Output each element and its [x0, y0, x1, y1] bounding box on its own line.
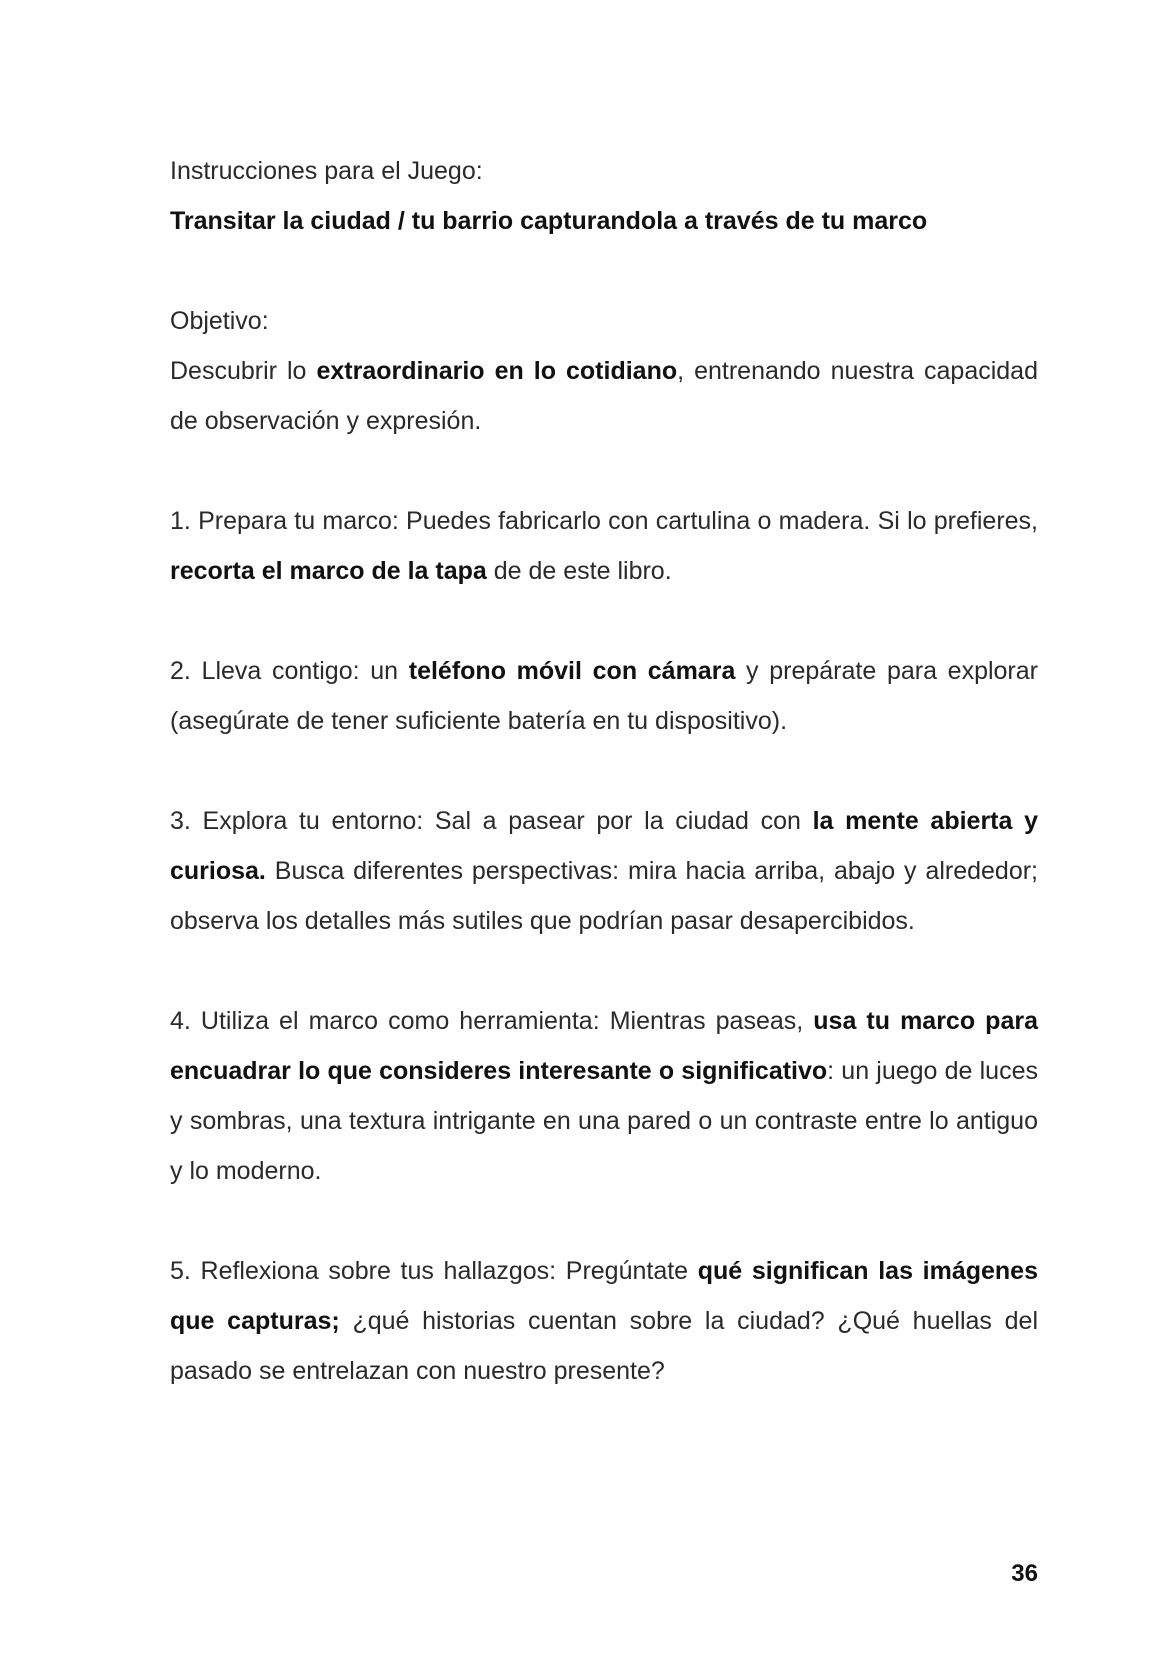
intro-line: Instrucciones para el Juego: — [170, 157, 483, 185]
step-3: 3. Explora tu entorno: Sal a pasear por la ciudad con la mente abierta y curiosa. Busca diferentes perspectivas: mira hacia arriba, abajo y alrededor; observa los detalles más sutiles que podrían pasar desapercibidos. — [170, 807, 1038, 935]
page-number: 36 — [1011, 1560, 1038, 1587]
objective-label: Objetivo: — [170, 307, 269, 335]
step-4: 4. Utiliza el marco como herramienta: Mientras paseas, usa tu marco para encuadrar lo que consideres interesante o significativo: un juego de luces y sombras, una textura intrigante en una pared o un contraste entre lo antiguo y lo moderno. — [170, 1007, 1038, 1185]
step-5: 5. Reflexiona sobre tus hallazgos: Pregúntate qué significan las imágenes que capturas; ¿qué historias cuentan sobre la ciudad? ¿Qué huellas del pasado se entrelazan con nuestro presente? — [170, 1257, 1038, 1385]
body-text — [170, 146, 1038, 1396]
objective-text: Descubrir lo extraordinario en lo cotidiano, entrenando nuestra capacidad de observación y expresión. — [170, 357, 1038, 435]
step-2: 2. Lleva contigo: un teléfono móvil con cámara y prepárate para explorar (asegúrate de tener suficiente batería en tu dispositivo). — [170, 657, 1038, 735]
step-1: 1. Prepara tu marco: Puedes fabricarlo con cartulina o madera. Si lo prefieres, recorta el marco de la tapa de de este libro. — [170, 507, 1038, 585]
game-title: Transitar la ciudad / tu barrio capturandola a través de tu marco — [170, 207, 928, 235]
